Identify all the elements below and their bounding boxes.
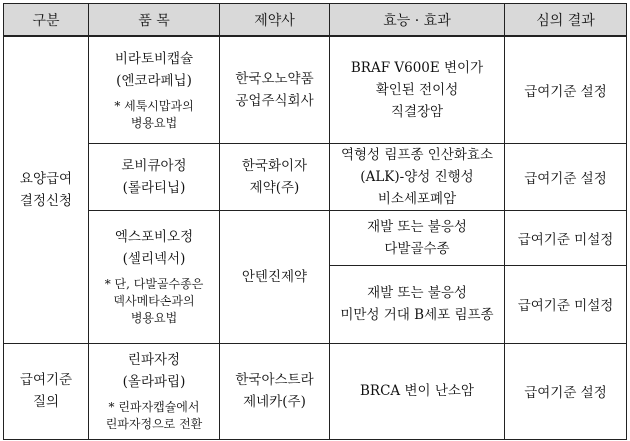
product-name: 비라토비캡슐: [114, 50, 194, 67]
company-line: 한국아스트라: [235, 372, 314, 388]
table-header-row: [4, 4, 627, 37]
efficacy-cell: [330, 343, 505, 439]
table-row: [4, 343, 627, 439]
company-line: 한국화이자: [241, 157, 308, 174]
result-cell: 급여기준 미설정: [505, 210, 627, 265]
efficacy-line: 다발골수종: [384, 240, 450, 257]
product-generic: (셀리넥서): [122, 251, 186, 267]
header-result: 심의 결과: [505, 4, 627, 37]
efficacy-line: 재발 또는 불응성: [367, 218, 467, 235]
company-cell: [220, 36, 330, 143]
product-cell: [89, 36, 220, 143]
header-company: 제약사: [220, 4, 330, 37]
header-efficacy: 효능 · 효과: [330, 4, 505, 37]
product-name: 린파자정: [127, 352, 181, 368]
table-row: [4, 36, 627, 143]
product-note: * 린파자캡슐에서 린파자정으로 전환: [105, 400, 203, 431]
product-generic: (롤라티닙): [122, 179, 186, 196]
result-cell: 급여기준 미설정: [505, 265, 627, 343]
company-cell: [220, 210, 330, 343]
product-cell: [89, 210, 220, 343]
category-cell: [4, 36, 89, 343]
table-row: [4, 143, 627, 210]
company-cell: [220, 143, 330, 210]
efficacy-cell: [330, 265, 505, 343]
drug-review-table: [3, 3, 627, 440]
result-cell: 급여기준 설정: [505, 143, 627, 210]
table-row: [4, 210, 627, 265]
company-line: 제약(주): [249, 179, 300, 196]
product-name: 엑스포비오정: [114, 229, 194, 245]
company-line: 한국오노약품: [235, 70, 314, 87]
result-cell: 급여기준 설정: [505, 343, 627, 439]
efficacy-line: 재발 또는 불응성: [367, 285, 467, 301]
header-category: 구분: [4, 4, 89, 37]
product-note: * 세툭시맙과의 병용요법: [114, 98, 194, 130]
product-generic: (올라파립): [122, 374, 186, 390]
product-name: 로비큐아정: [121, 157, 187, 174]
efficacy-line: 확인된 전이성: [375, 81, 459, 98]
efficacy-line: BRAF V600E 변이가: [350, 59, 484, 76]
efficacy-line: (ALK)-양성 진행성: [360, 168, 474, 185]
efficacy-line: BRCA 변이 난소암: [360, 383, 474, 399]
efficacy-line: 비소세포폐암: [377, 190, 457, 207]
efficacy-line: 미만성 거대 B세포 림프종: [340, 307, 494, 323]
company-line: 공업주식회사: [235, 92, 314, 109]
company-cell: [220, 343, 330, 439]
efficacy-cell: [330, 36, 505, 143]
efficacy-line: 직결장암: [390, 103, 444, 120]
company-line: 안텐진제약: [241, 268, 308, 285]
efficacy-cell: [330, 143, 505, 210]
product-generic: (엔코라페닙): [116, 72, 192, 89]
category-line: 요양급여: [19, 170, 73, 187]
efficacy-cell: [330, 210, 505, 265]
category-line: 결정신청: [19, 192, 73, 209]
result-cell: 급여기준 설정: [505, 36, 627, 143]
category-line: 질의: [32, 394, 60, 410]
category-line: 급여기준: [19, 372, 73, 388]
efficacy-line: 역형성 림프종 인산화효소: [340, 146, 494, 163]
product-cell: [89, 143, 220, 210]
header-product: 품 목: [89, 4, 220, 37]
company-line: 제네카(주): [243, 394, 306, 410]
category-cell: [4, 343, 89, 439]
product-note: * 단, 다발골수종은 덱사메타손과의 병용요법: [104, 277, 204, 325]
product-cell: [89, 343, 220, 439]
